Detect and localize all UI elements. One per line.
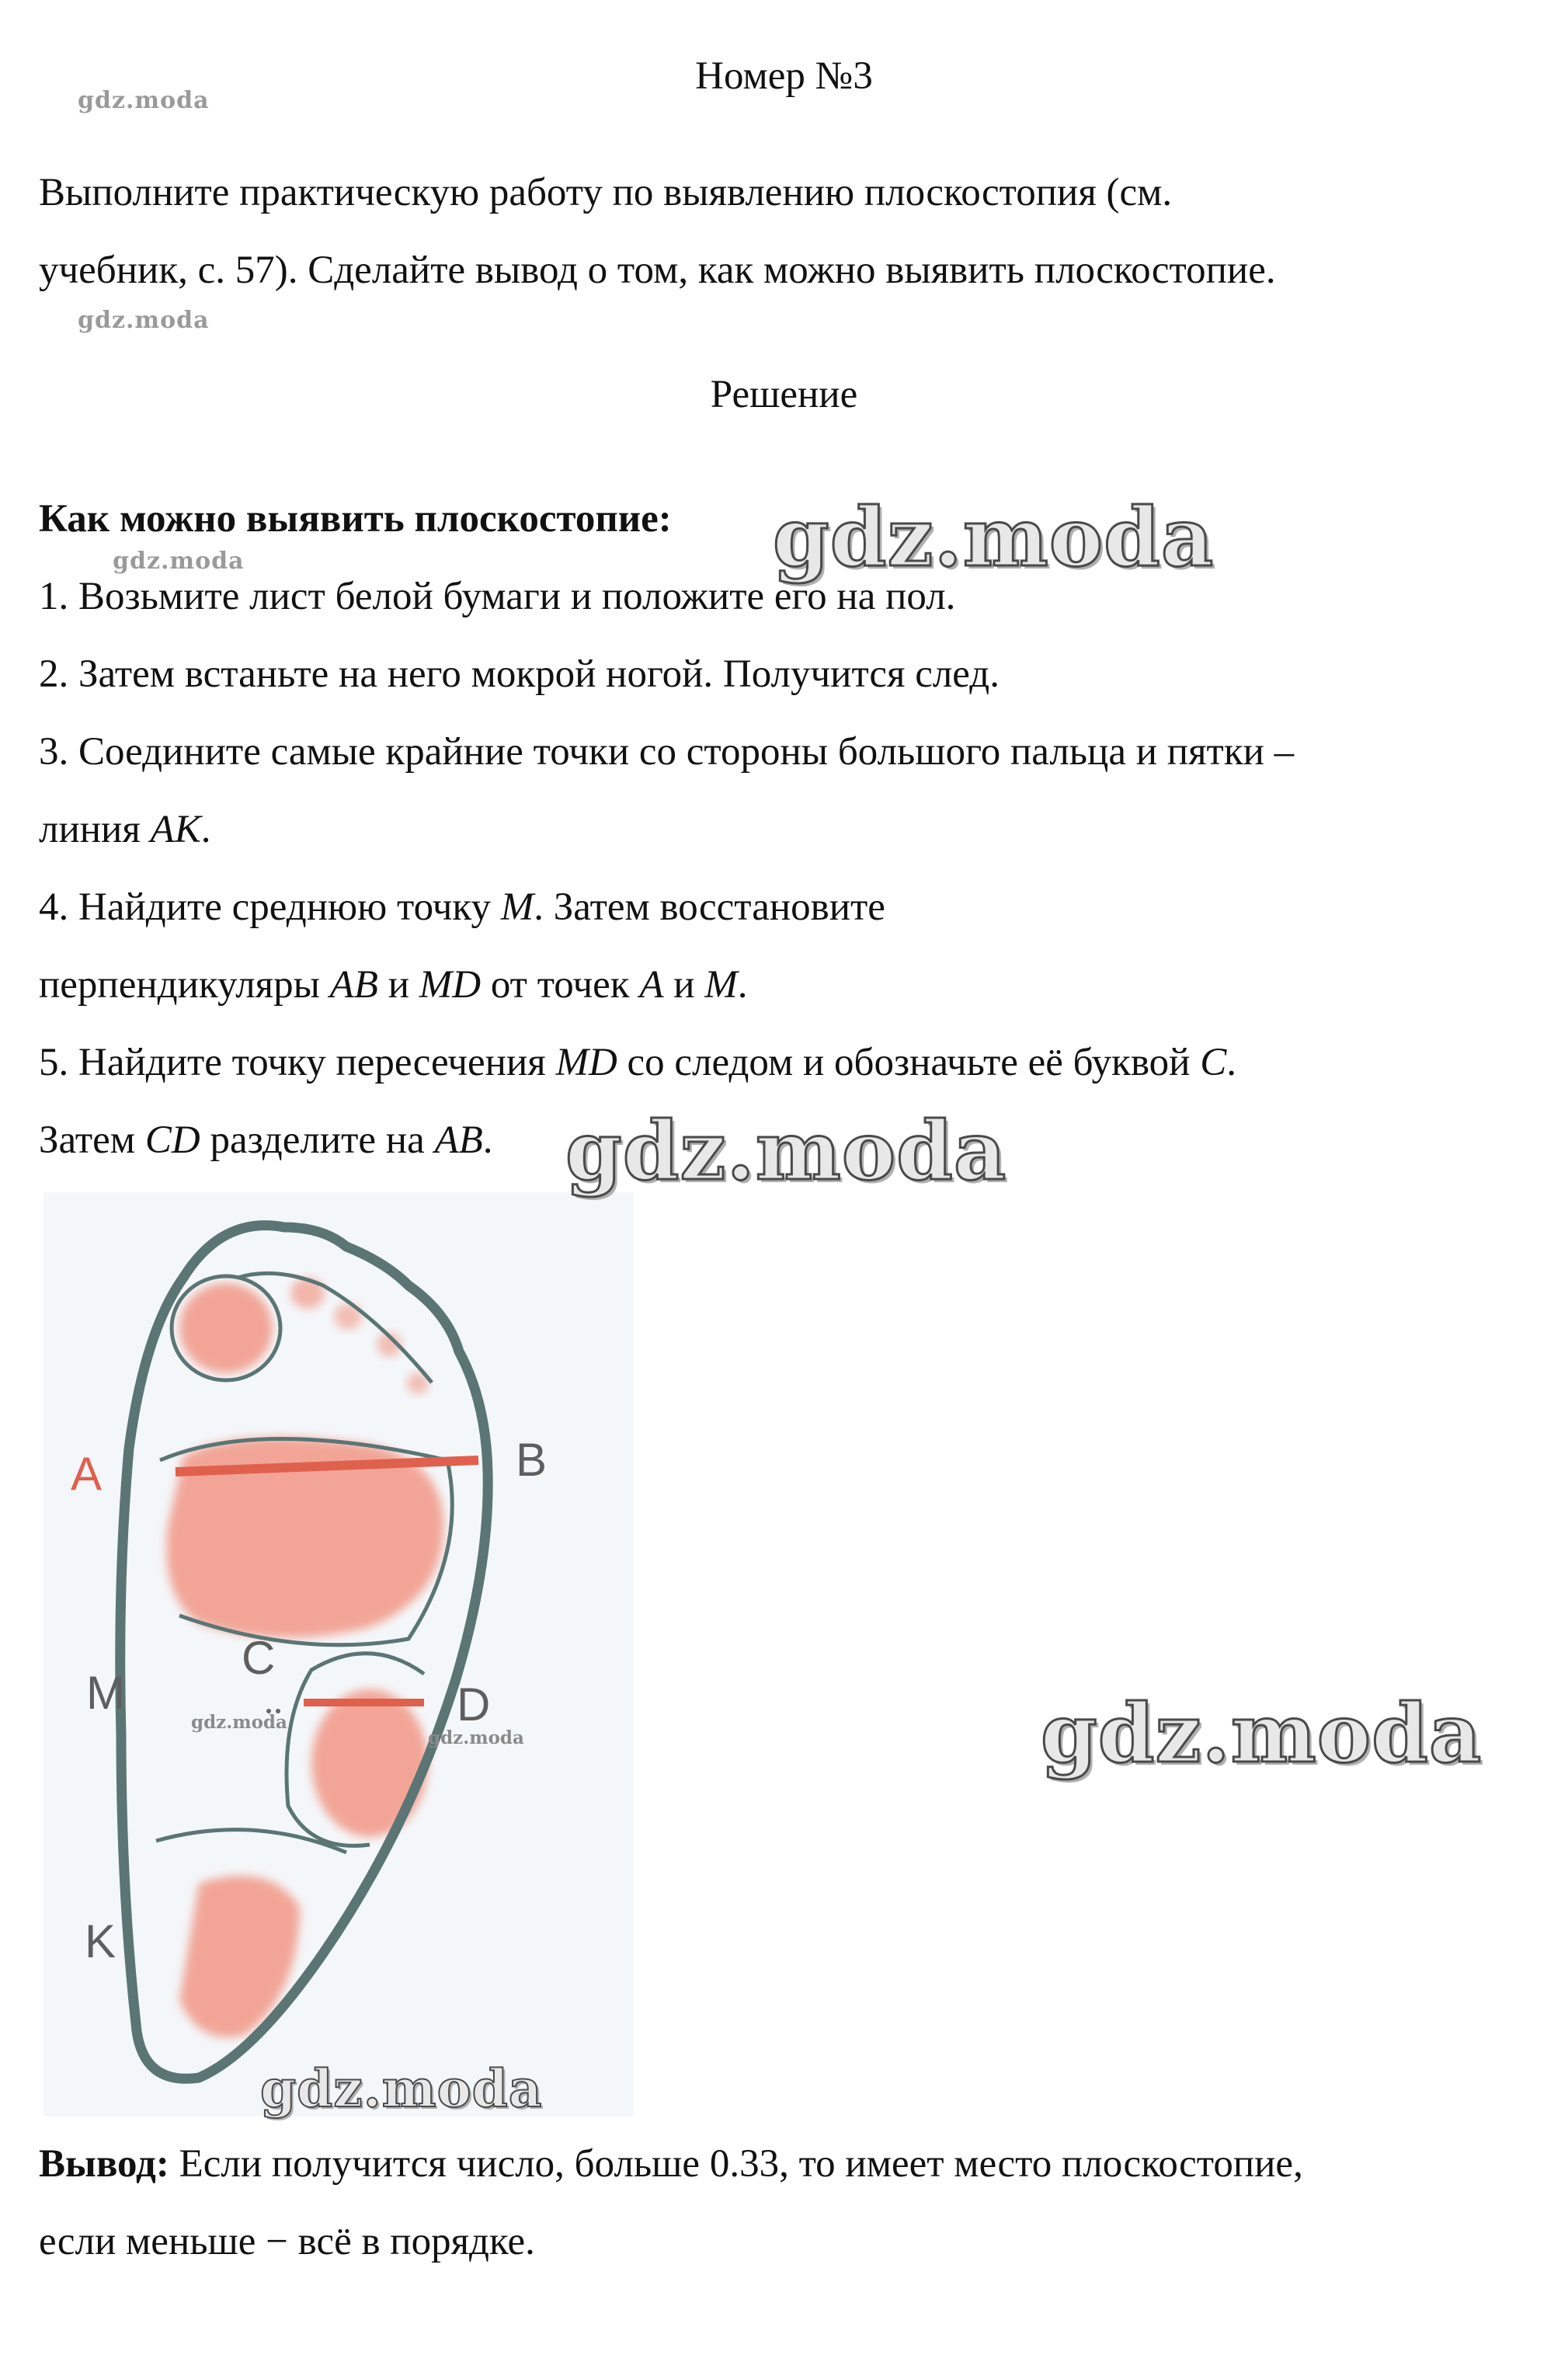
method-heading — [39, 496, 672, 543]
step-4-line-2: перпендикуляры AB и MD от точек A и M. — [39, 963, 748, 1007]
figure-watermark-2: gdz.moda — [428, 1727, 524, 1748]
label-c: C — [242, 1632, 276, 1684]
page-title: Номер №3 — [695, 54, 873, 98]
watermark-4: gdz.moda — [773, 489, 1215, 585]
step-5-line-1: 5. Найдите точку пересечения MD со следом и обозначьте её буквой C. — [39, 1041, 1237, 1084]
watermark-6: gdz.moda — [1041, 1685, 1483, 1781]
step-3-line-1: 3. Соедините самые крайние точки со стороны большого пальца и пятки – — [39, 730, 1295, 774]
watermark-3: gdz.moda — [113, 548, 245, 575]
label-k: K — [85, 1915, 116, 1967]
step-5-line-2: Затем CD разделите на AB. — [39, 1118, 493, 1162]
label-d: D — [457, 1678, 491, 1731]
step-1: 1. Возьмите лист белой бумаги и положите его на пол. — [39, 575, 956, 618]
step-2: 2. Затем встаньте на него мокрой ногой. Получится след. — [39, 652, 1000, 696]
task-line-1: Выполните практическую работу по выявлению плоскостопия (см. — [39, 171, 1173, 214]
conclusion-line-2: если меньше − всё в порядке. — [39, 2220, 535, 2263]
footprint-diagram — [43, 1192, 634, 2117]
solution-heading: Решение — [710, 373, 858, 416]
conclusion-line-1: Вывод: Если получится число, больше 0.33, то имеет место плоскостопие, — [39, 2142, 1303, 2186]
figure-watermark-1: gdz.moda — [191, 1712, 287, 1733]
step-3-line-2: линия AK. — [39, 808, 211, 851]
footprint-figure — [43, 1192, 634, 2117]
watermark-1: gdz.moda — [78, 87, 210, 114]
label-a: A — [71, 1448, 103, 1500]
step-4-line-1: 4. Найдите среднюю точку M. Затем восстановите — [39, 885, 885, 929]
foot-outline — [120, 1226, 491, 2079]
task-line-2: учебник, с. 57). Сделайте вывод о том, как можно выявить плоскостопие. — [39, 249, 1276, 292]
arch-pad — [311, 1689, 428, 1837]
conclusion-label: Вывод: — [39, 2142, 169, 2186]
method-heading-text: Как можно выявить плоскостопие: — [39, 497, 672, 541]
big-toe-pad — [179, 1283, 273, 1373]
watermark-2: gdz.moda — [78, 307, 210, 334]
watermark-7: gdz.moda — [260, 2058, 543, 2119]
watermark-5: gdz.moda — [565, 1103, 1007, 1198]
label-b: B — [516, 1434, 548, 1486]
label-m: M — [86, 1667, 125, 1719]
